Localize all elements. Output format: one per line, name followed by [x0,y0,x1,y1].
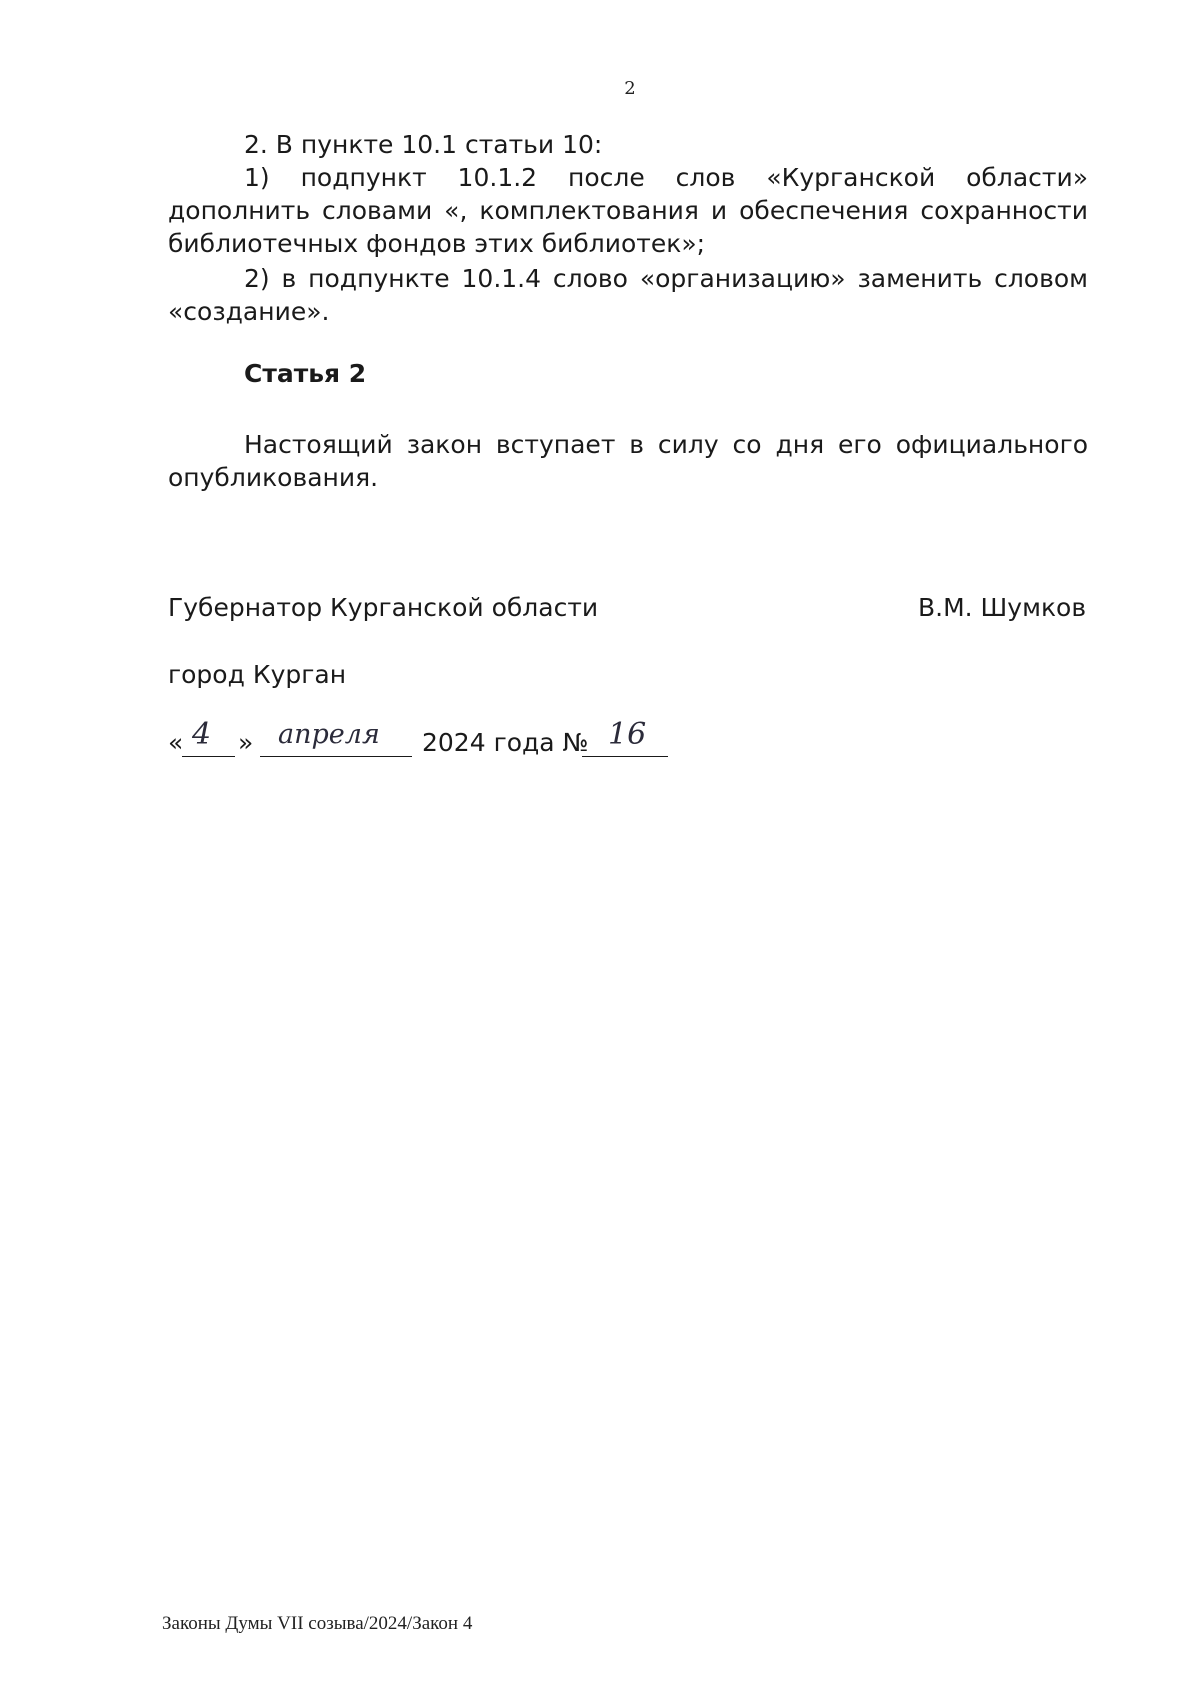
month-blank-line [260,756,412,757]
page-number: 2 [624,78,636,99]
governor-title: Губернатор Курганской области [168,593,599,622]
date-day-handwritten: 4 [192,717,212,752]
date-line [168,717,688,766]
date-month-handwritten: апреля [278,719,380,750]
law-number-handwritten: 16 [608,717,647,752]
date-year-text: 2024 года № [422,728,589,757]
day-blank-line [182,756,235,757]
paragraph-item-1: 1) подпункт 10.1.2 после слов «Курганской области» дополнить словами «, комплектования и обеспечения сохранности библиотечных фондов этих библиотек»; [168,163,1088,258]
governor-name: В.М. Шумков [918,593,1087,622]
number-blank-line [582,756,668,757]
city-name: город Курган [168,660,347,689]
date-open-quote: « [168,728,184,757]
article-2-text: Настоящий закон вступает в силу со дня его официального опубликования. [168,430,1088,492]
article-2-heading: Статья 2 [244,359,367,388]
document-footer: Законы Думы VII созыва/2024/Закон 4 [162,1613,473,1634]
date-close-quote: » [238,728,254,757]
paragraph-item-2: 2) в подпункте 10.1.4 слово «организацию» заменить словом «создание». [168,264,1088,326]
paragraph-intro: 2. В пункте 10.1 статьи 10: [244,130,603,159]
